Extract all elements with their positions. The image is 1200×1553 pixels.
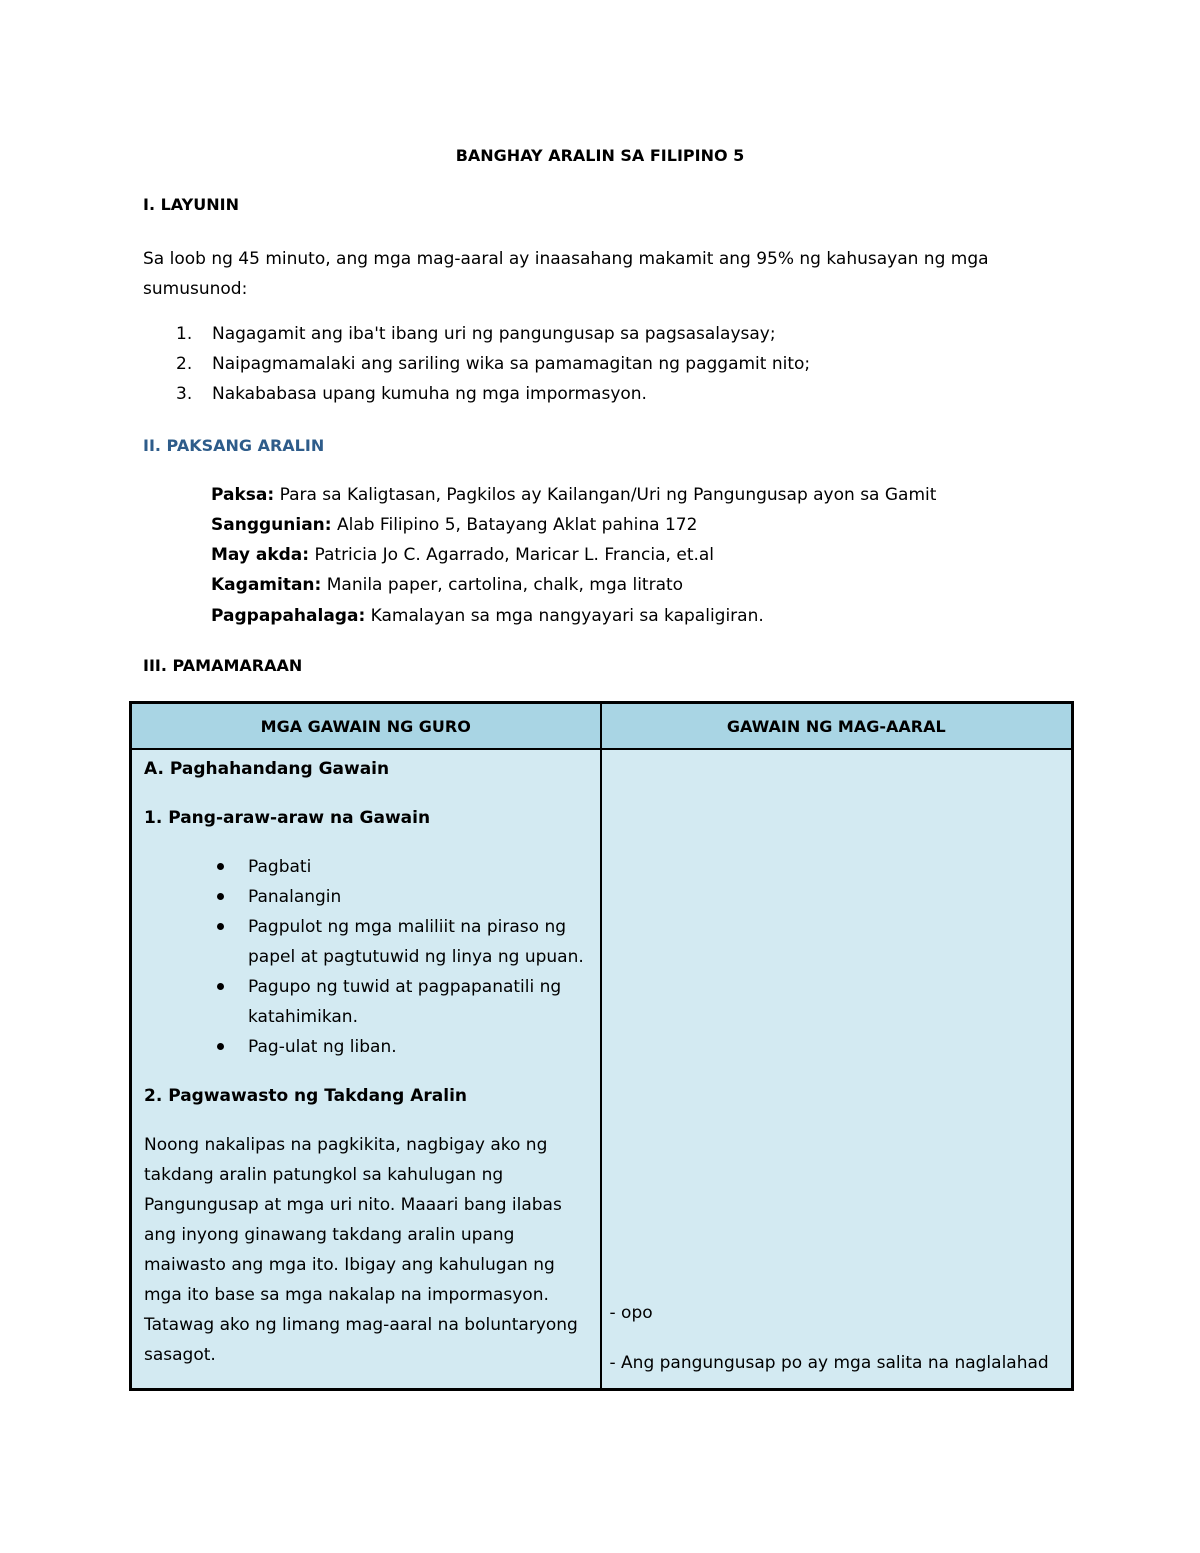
objective-text: Naipagmamalaki ang sariling wika sa pamamagitan ng paggamit nito; [212, 354, 811, 374]
objective-text: Nagagamit ang iba't ibang uri ng pangungusap sa pagsasalaysay; [212, 324, 776, 344]
pagpapahalaga-row [211, 606, 764, 626]
layunin-intro: Sa loob ng 45 minuto, ang mga mag-aaral ay inaasahang makamit ang 95% ng kahusayan ng mga sumusunod: [143, 249, 989, 299]
objective-item [176, 324, 776, 344]
kagamitan-label: Kagamitan: [211, 575, 322, 595]
subsection-1-heading: 1. Pang-araw-araw na Gawain [144, 808, 431, 828]
sanggunian-row [211, 515, 697, 535]
kagamitan-row [211, 575, 683, 595]
list-item: Pag-ulat ng liban. [248, 1032, 588, 1062]
objective-text: Nakababasa upang kumuha ng mga impormasyon. [212, 384, 647, 404]
column-header-guro: MGA GAWAIN NG GURO [131, 703, 601, 750]
pagpapahalaga-value: Kamalayan sa mga nangyayari sa kapaligiran. [365, 606, 764, 626]
list-item: Pagupo ng tuwid at pagpapanatili ng katahimikan. [248, 972, 588, 1032]
paksa-label: Paksa: [211, 485, 275, 505]
may-akda-value: Patricia Jo C. Agarrado, Maricar L. Francia, et.al [309, 545, 715, 565]
objective-number: 2. [176, 354, 193, 374]
guro-activities-cell [131, 749, 601, 1390]
may-akda-row [211, 545, 714, 565]
sanggunian-value: Alab Filipino 5, Batayang Aklat pahina 172 [331, 515, 698, 535]
list-item: Pagbati [248, 852, 588, 882]
document-title: BANGHAY ARALIN SA FILIPINO 5 [455, 146, 745, 165]
objective-number: 1. [176, 324, 193, 344]
section-a-heading: A. Paghahandang Gawain [144, 759, 390, 779]
subsection-2-heading: 2. Pagwawasto ng Takdang Aralin [144, 1086, 468, 1106]
student-response: - Ang pangungusap po ay mga salita na naglalahad [609, 1353, 1049, 1373]
may-akda-label: May akda: [211, 545, 310, 565]
kagamitan-value: Manila paper, cartolina, chalk, mga litrato [321, 575, 684, 595]
lesson-procedure-table [129, 701, 1074, 1391]
homework-paragraph: Noong nakalipas na pagkikita, nagbigay ako ng takdang aralin patungkol sa kahulugan ng Pangungusap at mga uri nito. Maaari bang ilabas ang inyong ginawang takdang aralin upang maiwasto ang mga ito. Ibigay ang kahulugan ng mga ito base sa mga nakalap na impormasyon. Tatawag ako ng limang mag-aaral na boluntaryong sasagot. [144, 1135, 578, 1365]
list-item: Pagpulot ng mga maliliit na piraso ng papel at pagtutuwid ng linya ng upuan. [248, 912, 588, 972]
objective-number: 3. [176, 384, 193, 404]
column-header-mag-aaral: GAWAIN NG MAG-AARAL [601, 703, 1073, 750]
paksang-aralin-heading: II. PAKSANG ARALIN [143, 436, 325, 455]
daily-activities-list [144, 852, 588, 1062]
objective-item [176, 384, 647, 404]
list-item: Panalangin [248, 882, 588, 912]
paksa-row [211, 485, 936, 505]
objective-item [176, 354, 810, 374]
student-response: - opo [609, 1303, 653, 1323]
pagpapahalaga-label: Pagpapahalaga: [211, 606, 366, 626]
mag-aaral-responses-cell [601, 749, 1073, 1390]
pamamaraan-heading: III. PAMAMARAAN [143, 656, 303, 675]
paksa-value: Para sa Kaligtasan, Pagkilos ay Kailangan/Uri ng Pangungusap ayon sa Gamit [274, 485, 937, 505]
sanggunian-label: Sanggunian: [211, 515, 332, 535]
layunin-heading: I. LAYUNIN [143, 195, 239, 214]
